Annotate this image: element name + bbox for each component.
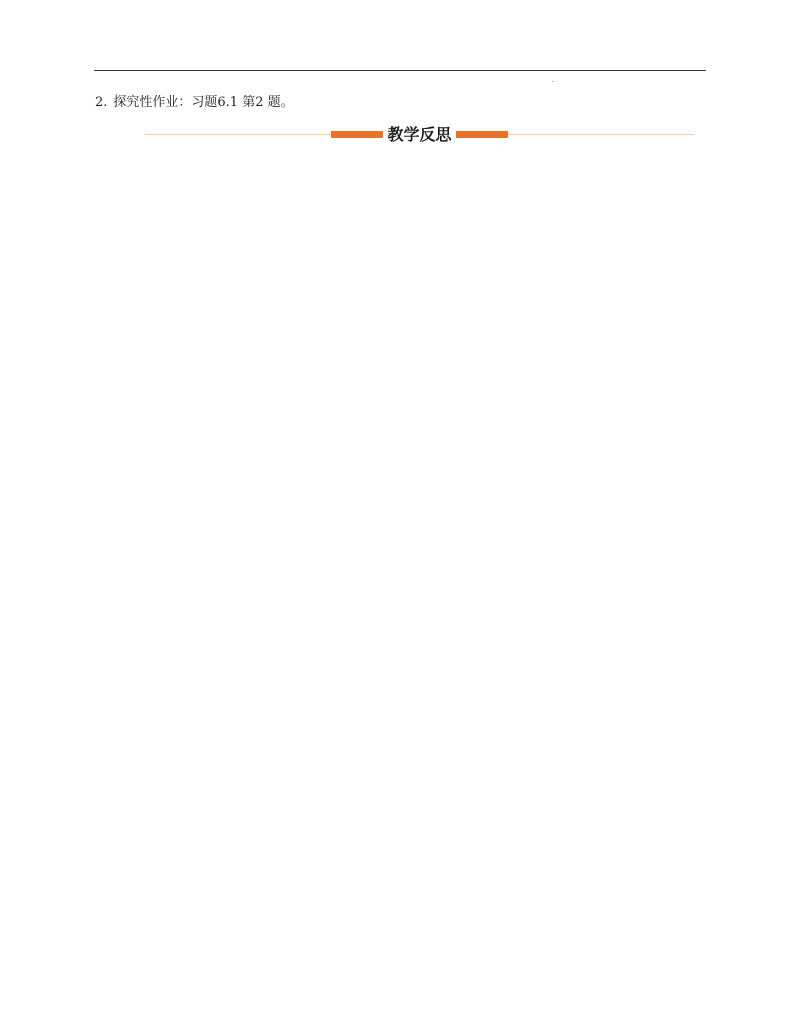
- homework-text: 探究性作业：习题6.1 第2 题。: [113, 95, 294, 110]
- section-banner: [145, 124, 694, 146]
- banner-bar-left: [331, 131, 383, 138]
- banner-bar-right: [456, 131, 508, 138]
- banner-line-right: [508, 134, 694, 135]
- homework-number: 2.: [95, 95, 108, 110]
- stray-dot: [552, 81, 553, 82]
- homework-item: [95, 94, 294, 112]
- header-rule: [94, 70, 706, 71]
- banner-line-left: [145, 134, 331, 135]
- section-title: 教学反思: [387, 125, 452, 144]
